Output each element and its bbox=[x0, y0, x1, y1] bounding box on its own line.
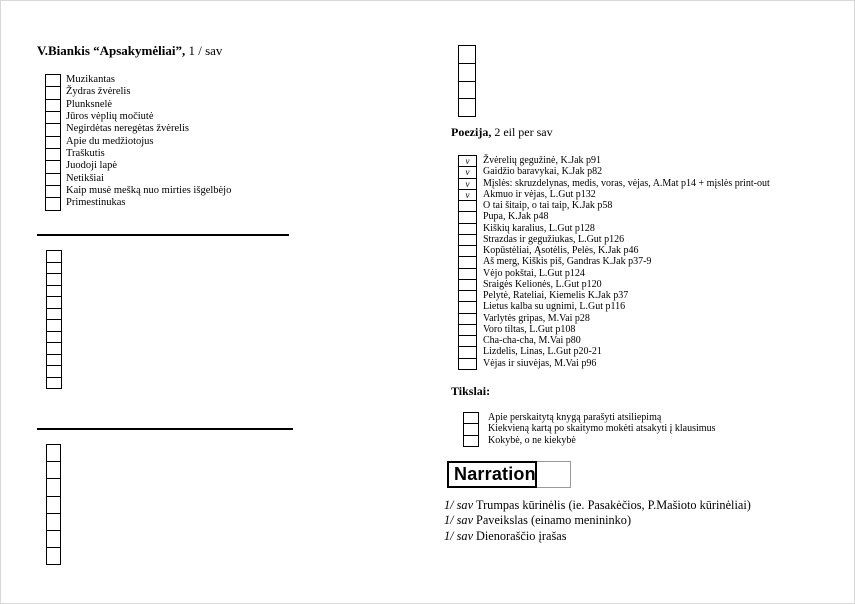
checkbox[interactable] bbox=[458, 63, 476, 82]
narration-text: Paveikslas (einamo menininko) bbox=[476, 513, 632, 528]
left-section-title-bold: V.Biankis “Apsakymėliai”, bbox=[37, 43, 186, 58]
check-mark: v bbox=[465, 189, 470, 200]
story-label: Kaip musė mešką nuo mirties išgelbėjo bbox=[66, 185, 232, 197]
checkbox[interactable] bbox=[45, 173, 61, 186]
checkbox[interactable] bbox=[45, 86, 61, 99]
story-label: Juodoji lapė bbox=[66, 160, 118, 172]
poem-label: Vėjas ir siuvėjas, M.Vai p96 bbox=[483, 357, 597, 369]
poem-label: Varlytės gripas, M.Vai p28 bbox=[483, 312, 590, 324]
narration-frequency: 1/ sav bbox=[444, 513, 474, 528]
poem-row bbox=[458, 234, 770, 245]
checkbox[interactable] bbox=[45, 197, 61, 210]
story-label: Netikšiai bbox=[66, 172, 104, 184]
empty-checkbox-column-2 bbox=[46, 444, 61, 565]
poem-label: Kopūstėliai, Ąsotėlis, Pelės, K.Jak p46 bbox=[483, 245, 639, 256]
story-row bbox=[45, 197, 231, 209]
checkbox[interactable] bbox=[46, 377, 62, 390]
story-label: Jūros vėplių močiutė bbox=[66, 111, 154, 123]
checkbox[interactable] bbox=[45, 74, 61, 87]
goal-row bbox=[463, 435, 715, 446]
story-row bbox=[45, 74, 231, 86]
story-row bbox=[45, 173, 231, 185]
checkbox[interactable] bbox=[46, 513, 61, 531]
story-label: Traškutis bbox=[66, 148, 105, 160]
poem-row bbox=[458, 358, 770, 369]
poem-row bbox=[458, 155, 770, 166]
poem-row bbox=[458, 313, 770, 324]
check-mark: v bbox=[465, 167, 470, 178]
poem-label: Pelytė, Rateliai, Kiemelis K.Jak p37 bbox=[483, 290, 629, 301]
poem-row bbox=[458, 346, 770, 357]
story-label: Žydras žvėrelis bbox=[66, 86, 131, 98]
poem-row bbox=[458, 279, 770, 290]
story-label: Negirdėtas neregėtas žvėrelis bbox=[66, 123, 190, 135]
narration-section-title: Narration bbox=[447, 461, 537, 488]
poem-label: Vėjo pokštai, L.Gut p124 bbox=[483, 267, 585, 279]
poem-row bbox=[458, 324, 770, 335]
checkbox[interactable] bbox=[458, 98, 476, 117]
poem-label: Mįslės: skruzdelynas, medis, voras, vėjas, A.Mat p14 + mįslės print-out bbox=[483, 177, 770, 189]
checkbox[interactable] bbox=[45, 123, 61, 136]
narration-list bbox=[444, 498, 751, 544]
poem-row bbox=[458, 189, 770, 200]
checkbox[interactable] bbox=[46, 444, 61, 462]
tikslai-section-title: Tikslai: bbox=[451, 384, 491, 398]
left-section-title-frequency: 1 / sav bbox=[185, 43, 223, 58]
checkbox[interactable] bbox=[46, 461, 61, 479]
checkbox[interactable] bbox=[46, 547, 61, 565]
poem-label: Akmuo ir vėjas, L.Gut p132 bbox=[483, 188, 596, 200]
poem-label: Lietus kalba su ugnimi, L.Gut p116 bbox=[483, 301, 626, 313]
story-row bbox=[45, 136, 231, 148]
poem-row bbox=[458, 200, 770, 211]
poem-row bbox=[458, 211, 770, 222]
checkbox[interactable] bbox=[463, 435, 479, 447]
goal-label: Apie perskaitytą knygą parašyti atsiliepimą bbox=[488, 412, 662, 423]
stories-checklist bbox=[45, 74, 231, 210]
story-row bbox=[45, 185, 231, 197]
empty-checkbox-column-top-right bbox=[458, 45, 476, 117]
divider-line-2 bbox=[37, 428, 293, 430]
story-label: Plunksnelė bbox=[66, 98, 113, 110]
story-row bbox=[45, 99, 231, 111]
checkbox[interactable] bbox=[45, 111, 61, 124]
story-row bbox=[45, 111, 231, 123]
poem-label: Kiškių karalius, L.Gut p128 bbox=[483, 222, 595, 234]
narration-row bbox=[444, 498, 751, 513]
goal-label: Kiekvieną kartą po skaitymo mokėti atsakyti į klausimus bbox=[488, 423, 716, 435]
story-label: Apie du medžiotojus bbox=[66, 135, 154, 147]
poezija-section-title bbox=[451, 125, 553, 140]
poems-checklist bbox=[458, 155, 770, 369]
poem-row bbox=[458, 256, 770, 267]
checkbox[interactable] bbox=[46, 496, 61, 514]
checkbox[interactable] bbox=[45, 185, 61, 198]
goal-row bbox=[463, 412, 715, 423]
goal-row bbox=[463, 423, 715, 434]
checkbox[interactable] bbox=[458, 358, 477, 370]
poem-label: Voro tiltas, L.Gut p108 bbox=[483, 323, 576, 335]
poem-label: Aš merg, Kiškis piš, Gandras K.Jak p37-9 bbox=[483, 256, 652, 268]
story-row bbox=[45, 123, 231, 135]
narration-frequency: 1/ sav bbox=[444, 498, 474, 512]
checkbox[interactable] bbox=[45, 136, 61, 149]
poem-label: Cha-cha-cha, M.Vai p80 bbox=[483, 335, 581, 346]
poem-label: Žvėrelių gegužinė, K.Jak p91 bbox=[483, 155, 602, 166]
poem-label: Strazdas ir gegužiukas, L.Gut p126 bbox=[483, 233, 625, 245]
story-row bbox=[45, 160, 231, 172]
goal-label: Kokybė, o ne kiekybė bbox=[488, 434, 576, 446]
narration-text: Dienoraščio įrašas bbox=[476, 528, 567, 543]
poem-row bbox=[458, 166, 770, 177]
poem-row bbox=[458, 290, 770, 301]
story-row bbox=[45, 86, 231, 98]
check-mark: v bbox=[465, 178, 470, 189]
poem-row bbox=[458, 301, 770, 312]
checkbox[interactable] bbox=[458, 81, 476, 100]
narration-frequency: 1/ sav bbox=[444, 528, 474, 543]
check-mark: v bbox=[465, 156, 470, 166]
empty-checkbox-column-1 bbox=[46, 250, 62, 389]
story-label: Muzikantas bbox=[66, 74, 115, 85]
poem-label: Pupa, K.Jak p48 bbox=[483, 211, 549, 223]
divider-line-1 bbox=[37, 234, 289, 236]
poem-row bbox=[458, 178, 770, 189]
checkbox[interactable] bbox=[45, 148, 61, 161]
poezija-title-bold: Poezija, bbox=[451, 125, 492, 139]
checkbox[interactable] bbox=[458, 45, 476, 64]
poem-label: Lizdelis, Linas, L.Gut p20-21 bbox=[483, 346, 602, 358]
poezija-title-frequency: 2 eil per sav bbox=[491, 125, 553, 139]
poem-label: Gaidžio baravykai, K.Jak p82 bbox=[483, 166, 603, 178]
narration-row bbox=[444, 529, 751, 544]
checkbox[interactable] bbox=[45, 99, 61, 112]
narration-text: Trumpas kūrinėlis (ie. Pasakėčios, P.Mašioto kūrinėliai) bbox=[476, 498, 751, 512]
narration-title-frame bbox=[447, 461, 571, 488]
poem-label: Sraigės Kelionės, L.Gut p120 bbox=[483, 278, 602, 290]
story-row bbox=[45, 148, 231, 160]
checkbox[interactable] bbox=[45, 160, 61, 173]
narration-row bbox=[444, 513, 751, 528]
poem-row bbox=[458, 245, 770, 256]
left-section-title bbox=[37, 43, 222, 59]
poem-row bbox=[458, 268, 770, 279]
tikslai-checklist bbox=[463, 412, 715, 446]
poem-row bbox=[458, 335, 770, 346]
poem-row bbox=[458, 223, 770, 234]
checkbox[interactable] bbox=[46, 478, 61, 496]
checkbox[interactable] bbox=[46, 530, 61, 548]
story-label: Primestinukas bbox=[66, 197, 126, 209]
poem-label: O tai šitaip, o tai taip, K.Jak p58 bbox=[483, 200, 613, 211]
